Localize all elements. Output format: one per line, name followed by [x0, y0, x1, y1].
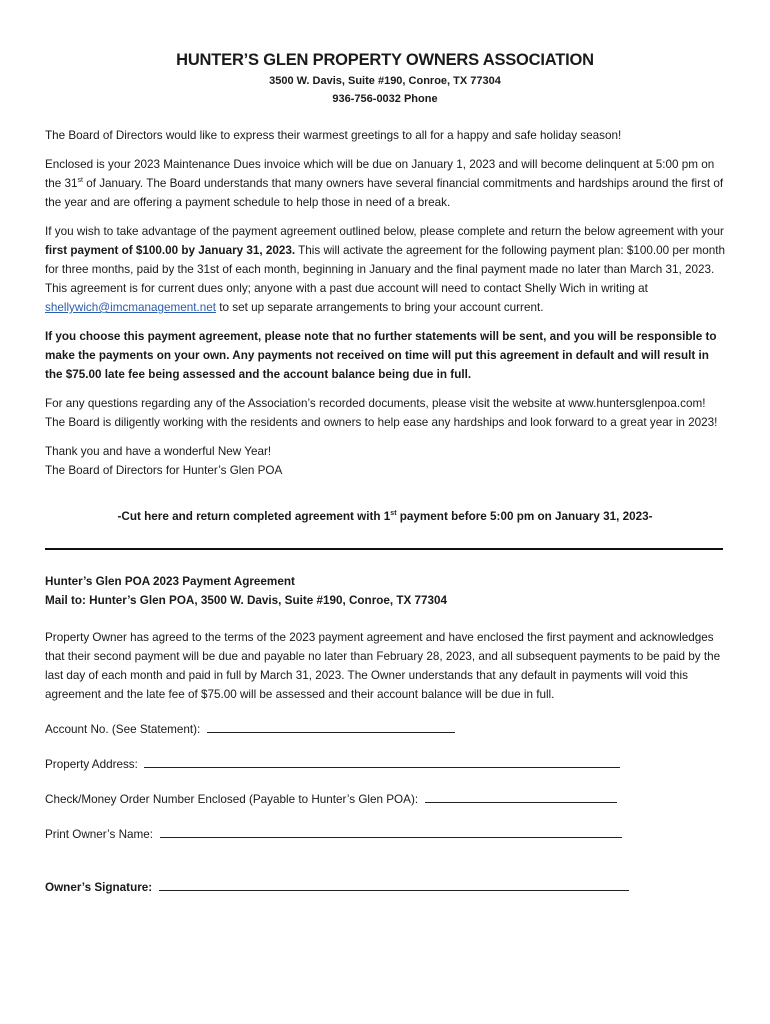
property-address-field[interactable]: [144, 755, 620, 768]
cut-instruction: [45, 507, 725, 526]
property-address-row: [45, 755, 725, 774]
property-address-label: Property Address:: [45, 758, 138, 771]
document-page: [45, 50, 725, 897]
agreement-text-a: If you wish to take advantage of the payment agreement outlined below, please complete and return the below agreement with your: [45, 225, 724, 238]
agreement-text-c: to set up separate arrangements to bring your account current.: [216, 301, 544, 314]
owner-name-label: Print Owner’s Name:: [45, 828, 154, 841]
mail-to-line: Mail to: Hunter’s Glen POA, 3500 W. Davis, Suite #190, Conroe, TX 77304: [45, 594, 448, 607]
greeting-paragraph: The Board of Directors would like to express their warmest greetings to all for a happy and safe holiday season!: [45, 129, 622, 142]
association-phone: 936-756-0032 Phone: [332, 93, 438, 105]
cut-text-a: -Cut here and return completed agreement with 1: [117, 510, 391, 523]
questions-paragraph: For any questions regarding any of the Association’s recorded documents, please visit the website at www.huntersglenpoa.com! The Board is diligently working with the residents and owners to help ease any hardships and look forward to a great year in 2023!: [45, 397, 718, 429]
cut-line-divider: [45, 548, 723, 550]
dues-paragraph: [45, 155, 725, 212]
association-title: HUNTER’S GLEN PROPERTY OWNERS ASSOCIATION: [176, 51, 594, 69]
form-title: Hunter’s Glen POA 2023 Payment Agreement: [45, 575, 295, 588]
contact-email-link[interactable]: shellywich@imcmanagement.net: [45, 301, 217, 314]
first-payment-terms: first payment of $100.00 by January 31, 2023.: [45, 244, 296, 257]
owner-signature-field[interactable]: [159, 878, 629, 891]
owner-name-field[interactable]: [160, 825, 622, 838]
signoff-line: The Board of Directors for Hunter’s Glen POA: [45, 464, 283, 477]
dues-text-a: Enclosed is your 2023 Maintenance Dues invoice which will be due on January 1, 2023 and will become delinquent at 5:00 pm on the 31: [45, 158, 715, 190]
thanks-line: Thank you and have a wonderful New Year!: [45, 445, 272, 458]
check-number-row: [45, 790, 725, 809]
cut-ordinal: st: [390, 510, 397, 518]
agreement-text-b: This will activate the agreement for the following payment plan: $100.00 per month for three months, paid by the 31st of each month, beginning in January and the final payment made no later than March 31, 2023. This agreement is for current dues only; anyone with a past due account will need to contact Shelly Wich in writing at: [45, 244, 725, 295]
owner-name-row: [45, 825, 725, 844]
dues-text-b: of January. The Board understands that many owners have several financial commitments and hardships around the first of the year and are offering a payment schedule to help those in need of a break.: [45, 177, 724, 209]
terms-paragraph: Property Owner has agreed to the terms of the 2023 payment agreement and have enclosed the first payment and acknowledges that their second payment will be due and payable no later than February 28, 2023, and all subsequent payments to be paid by the last day of each month and paid in full by March 31, 2023. The Owner understands that any default in payments will void this agreement and the late fee of $75.00 will be assessed and their account balance will be due in full.: [45, 631, 721, 701]
cut-text-b: payment before 5:00 pm on January 31, 2023-: [396, 510, 653, 523]
account-number-row: [45, 720, 725, 739]
account-number-field[interactable]: [207, 720, 455, 733]
association-address: 3500 W. Davis, Suite #190, Conroe, TX 77304: [269, 75, 501, 87]
agreement-paragraph: [45, 222, 725, 317]
owner-signature-row: [45, 878, 725, 897]
account-number-label: Account No. (See Statement):: [45, 723, 201, 736]
dues-ordinal: st: [77, 177, 83, 185]
warning-paragraph: If you choose this payment agreement, please note that no further statements will be sent, and you will be responsible to make the payments on your own. Any payments not received on time will put this agreement in default and will result in the $75.00 late fee being assessed and the account balance being due in full.: [45, 330, 717, 381]
check-number-field[interactable]: [425, 790, 617, 803]
check-number-label: Check/Money Order Number Enclosed (Payable to Hunter’s Glen POA):: [45, 793, 419, 806]
owner-signature-label: Owner’s Signature:: [45, 881, 153, 894]
